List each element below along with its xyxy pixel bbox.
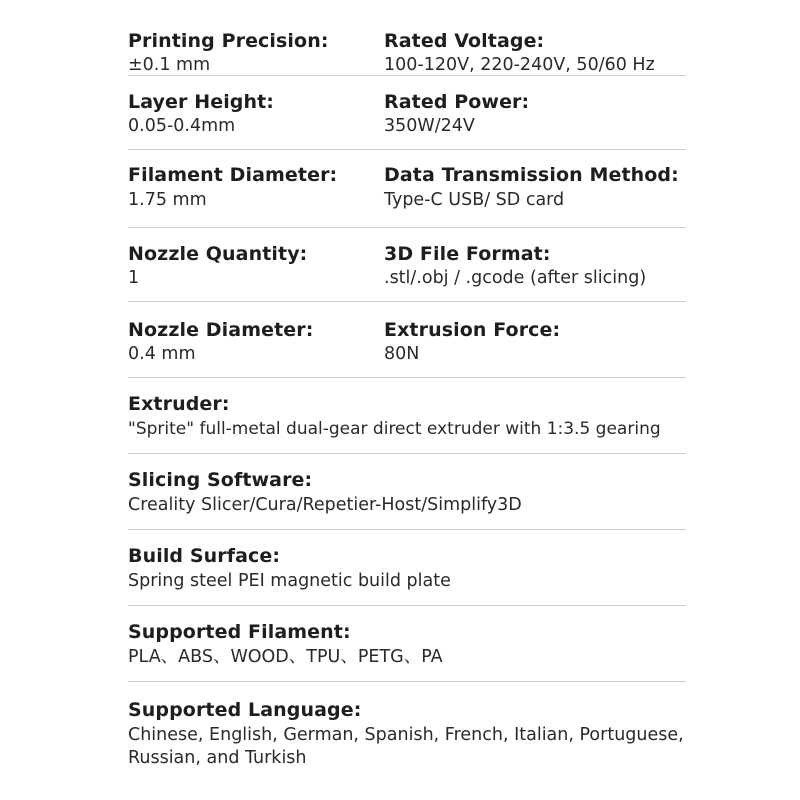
spec-row-build-surface [128,530,686,606]
spec-label: Filament Diameter: [128,164,338,186]
spec-extrusion-force [384,302,686,377]
spec-row-nozzle-format [128,228,686,302]
spec-row-slicing-software [128,454,686,530]
spec-filament-diameter [128,150,384,227]
spec-label: Nozzle Diameter: [128,319,314,341]
spec-value: Creality Slicer/Cura/Repetier-Host/Simplify3D [128,495,522,515]
spec-value: 100-120V, 220-240V, 50/60 Hz [384,55,655,75]
spec-3d-file-format [384,228,686,301]
spec-row-diameter-force [128,302,686,378]
spec-row-supported-filament [128,606,686,682]
spec-row-extruder [128,378,686,454]
spec-value: .stl/.obj / .gcode (after slicing) [384,268,647,288]
spec-supported-language [128,682,686,792]
spec-label: Extruder: [128,393,230,415]
spec-rated-power [384,76,686,149]
spec-build-surface [128,530,686,605]
spec-label: Supported Language: [128,699,362,721]
spec-value: Spring steel PEI magnetic build plate [128,571,451,591]
spec-label: Slicing Software: [128,469,313,491]
spec-layer-height [128,76,384,149]
spec-slicing-software [128,454,686,529]
spec-nozzle-quantity [128,228,384,301]
spec-label: Build Surface: [128,545,281,567]
spec-value: PLA、ABS、WOOD、TPU、PETG、PA [128,647,443,667]
spec-value: "Sprite" full-metal dual-gear direct extruder with 1:3.5 gearing [128,419,661,439]
spec-label: Rated Voltage: [384,30,545,52]
spec-value: 0.4 mm [128,344,196,364]
spec-row-layer-power [128,76,686,150]
spec-label: Layer Height: [128,91,275,113]
spec-value: 0.05-0.4mm [128,116,236,136]
spec-printing-precision [128,0,384,75]
spec-value: Type-C USB/ SD card [384,190,565,210]
spec-value: ±0.1 mm [128,55,211,75]
spec-value: 350W/24V [384,116,475,136]
spec-row-supported-language [128,682,686,792]
spec-label: 3D File Format: [384,243,551,265]
spec-rated-voltage [384,0,686,75]
spec-label: Printing Precision: [128,30,329,52]
spec-row-precision-voltage [128,0,686,76]
spec-label: Data Transmission Method: [384,164,679,186]
spec-value: 1 [128,268,140,288]
spec-value: Chinese, English, German, Spanish, French, Italian, Portuguese, Russian, and Turkish [128,725,684,768]
spec-sheet [128,0,686,792]
spec-nozzle-diameter [128,302,384,377]
spec-label: Supported Filament: [128,621,351,643]
spec-label: Rated Power: [384,91,530,113]
spec-label: Nozzle Quantity: [128,243,308,265]
spec-supported-filament [128,606,686,681]
spec-label: Extrusion Force: [384,319,561,341]
spec-value: 80N [384,344,420,364]
spec-extruder [128,378,686,453]
spec-row-filament-data [128,150,686,228]
spec-data-transmission [384,150,686,227]
spec-value: 1.75 mm [128,190,207,210]
